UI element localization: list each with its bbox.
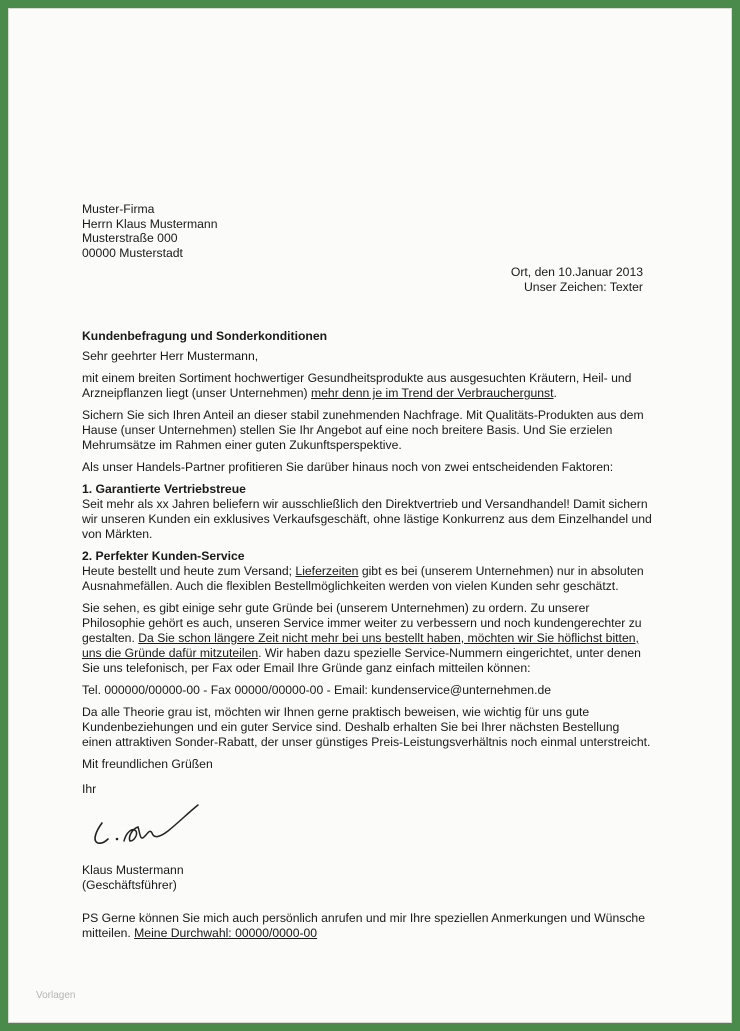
paragraph-6-end: . Wir haben dazu spezielle Service-Nummern eingerichtet, unter denen Sie uns telefonisch, per Fax oder Email Ihre Gründe ganz einfach mitteilen können: <box>82 646 641 675</box>
paragraph-1-end: . <box>553 386 557 400</box>
paragraph-5-text: Heute bestellt und heute zum Versand; <box>82 564 296 578</box>
closing-greeting: Mit freundlichen Grüßen <box>82 757 213 771</box>
subject-line: Kundenbefragung und Sonderkonditionen <box>82 329 328 343</box>
signer-title: (Geschäftsführer) <box>82 878 177 892</box>
sender-company: Muster-Firma <box>82 202 155 216</box>
paragraph-3: Als unser Handels-Partner profitieren Sie darüber hinaus noch von zwei entscheidenden Faktoren: <box>82 460 614 474</box>
letter-page <box>8 8 732 1023</box>
paragraph-4: Seit mehr als xx Jahren beliefern wir ausschließlich den Direktvertrieb und Versandhandel! Damit sichern wir unseren Kunden ein exklusives Verkaufsgeschäft, ohne lästige Konkurrenz aus dem Einzelhandel und von Märkten. <box>82 497 652 541</box>
letter-body <box>82 329 652 948</box>
paragraph-7: Da alle Theorie grau ist, möchten wir Ihnen gerne praktisch beweisen, wie wichtig für uns gute Kundenbeziehungen und ein guter Service sind. Deshalb erhalten Sie bei Ihrer nächsten Bestellung einen attraktiven Sonder-Rabatt, der unser günstiges Preis-Leistungsverhältnis noch einmal unterstreicht. <box>82 705 651 749</box>
watermark: Vorlagen <box>36 990 76 1001</box>
closing-ihr: Ihr <box>82 782 97 796</box>
paragraph-5-underlined: Lieferzeiten <box>295 564 359 578</box>
signature <box>82 797 652 855</box>
heading-kunden-service: 2. Perfekter Kunden-Service <box>82 549 245 563</box>
paragraph-6-text: Sie sehen, es gibt einige sehr gute Gründe bei (unserem Unternehmen) zu ordern. Zu unserer Philosophie gehört es auch, unseren Service immer weiter zu verbessern und noch kundengerechter zu gestalten. <box>82 601 642 645</box>
paragraph-1-text: mit einem breiten Sortiment hochwertiger Gesundheitsprodukte aus ausgesuchten Kräutern, Heil- und Arzneipflanzen liegt (unser Unternehmen) <box>82 371 632 400</box>
sender-address <box>82 202 382 260</box>
signer-block <box>82 863 652 893</box>
date-line: Ort, den 10.Januar 2013 <box>510 265 643 279</box>
paragraph-1-underlined: mehr denn je im Trend der Verbrauchergunst <box>310 386 554 400</box>
sender-name: Herrn Klaus Mustermann <box>82 216 218 231</box>
contact-line: Tel. 000000/00000-00 - Fax 00000/00000-00 - Email: kundenservice@unternehmen.de <box>82 683 552 697</box>
paragraph-5 <box>82 564 652 594</box>
postscript <box>82 911 652 941</box>
paragraph-6-underlined: Da Sie schon längere Zeit nicht mehr bei uns bestellt haben, möchten wir Sie höflichst bitten, uns die Gründe dafür mitzuteilen <box>82 631 639 660</box>
paragraph-1 <box>82 371 652 401</box>
heading-vertriebstreue: 1. Garantierte Vertriebstreue <box>82 482 246 496</box>
sender-street: Musterstraße 000 <box>82 231 178 245</box>
signer-name: Klaus Mustermann <box>82 863 184 877</box>
paragraph-6 <box>82 601 652 676</box>
reference-line: Unser Zeichen: Texter <box>524 280 643 294</box>
paragraph-2: Sichern Sie sich Ihren Anteil an dieser stabil zunehmenden Nachfrage. Mit Qualitäts-Produkten aus dem Hause (unser Unternehmen) stellen Sie Ihr Angebot auf eine noch breitere Basis. Und Sie erzielen Mehrumsätze im Rahmen einer guten Zukunftsperspektive. <box>82 408 644 452</box>
date-block <box>511 265 643 295</box>
postscript-text: PS Gerne können Sie mich auch persönlich anrufen und mir Ihre speziellen Anmerkungen und Wünsche mitteilen. <box>82 911 645 940</box>
paragraph-5-end: gibt es bei (unserem Unternehmen) nur in absoluten Ausnahmefällen. Auch die flexiblen Bestellmöglichkeiten werden von vielen Kunden sehr geschätzt. <box>82 564 644 593</box>
postscript-durchwahl: Meine Durchwahl: 00000/0000-00 <box>134 926 318 940</box>
sender-city: 00000 Musterstadt <box>82 245 183 260</box>
signature-scribble <box>88 797 218 855</box>
salutation: Sehr geehrter Herr Mustermann, <box>82 349 259 363</box>
